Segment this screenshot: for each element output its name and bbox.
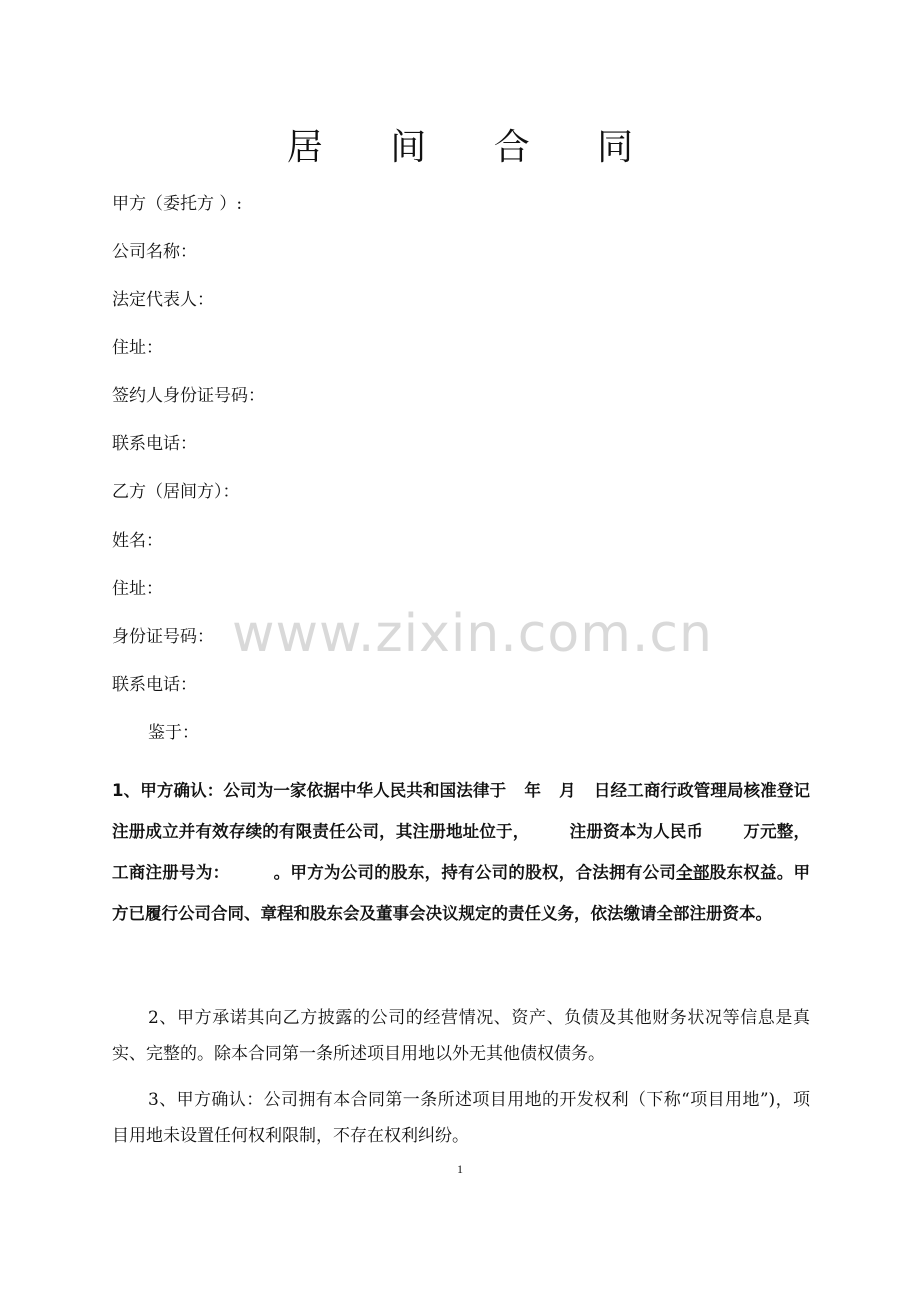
party-b-label: 乙方（居间方）： xyxy=(112,482,240,502)
clause-1-underlined: 全部 xyxy=(676,863,710,882)
whereas-label: 鉴于： xyxy=(148,723,199,743)
clause-3: 3、甲方确认：公司拥有本合同第一条所述项目用地的开发权利（下称“项目用地”)，项目用地未设置任何权利限制，不存在权利纠纷。 xyxy=(112,1090,810,1146)
party-a-label: 甲方（委托方 ）: xyxy=(112,194,243,214)
page-number: 1 xyxy=(457,1162,463,1176)
contract-title: 居 间 合 同 xyxy=(286,127,662,168)
clause-1-year: 年 xyxy=(524,781,541,800)
clause-1-part: 注册资本为人民币 xyxy=(569,822,704,841)
clause-1 xyxy=(112,770,810,934)
address-b-label: 住址： xyxy=(112,579,163,599)
address-a-label: 住址： xyxy=(112,338,163,358)
signer-id-label: 签约人身份证号码： xyxy=(112,386,265,406)
clause-2: 2、甲方承诺其向乙方披露的公司的经营情况、资产、负债及其他财务状况等信息是真实、完整的。除本合同第一条所述项目用地以外无其他债权债务。 xyxy=(112,1008,810,1064)
clause-1-month: 月 xyxy=(559,781,576,800)
clause-1-part: 。甲方为公司的股东，持有公司的股权，合法拥有公司 xyxy=(273,863,677,882)
legal-rep-label: 法定代表人： xyxy=(112,290,214,310)
clause-1-part: 1、甲方确认：公司为一家依据中华人民共和国法律于 xyxy=(112,781,507,800)
clause-1-part: 万元整，工商注册号为： xyxy=(112,822,811,882)
clause-1-part: 日经工商行政管理局核准登记注册成立并有效存续的有限责任公司，其注册地址位于， xyxy=(112,781,811,841)
clause-1-part: 股东权益。甲方已履行公司合同、章程和股东会及董事会决议规定的责任义务，依法缴请全部注册资本。 xyxy=(112,863,811,923)
name-b-label: 姓名： xyxy=(112,531,163,551)
id-b-label: 身份证号码： xyxy=(112,627,214,647)
phone-a-label: 联系电话： xyxy=(112,434,197,454)
phone-b-label: 联系电话： xyxy=(112,675,197,695)
company-name-label: 公司名称： xyxy=(112,242,197,262)
watermark: www.zixin.com.cn xyxy=(232,604,713,664)
